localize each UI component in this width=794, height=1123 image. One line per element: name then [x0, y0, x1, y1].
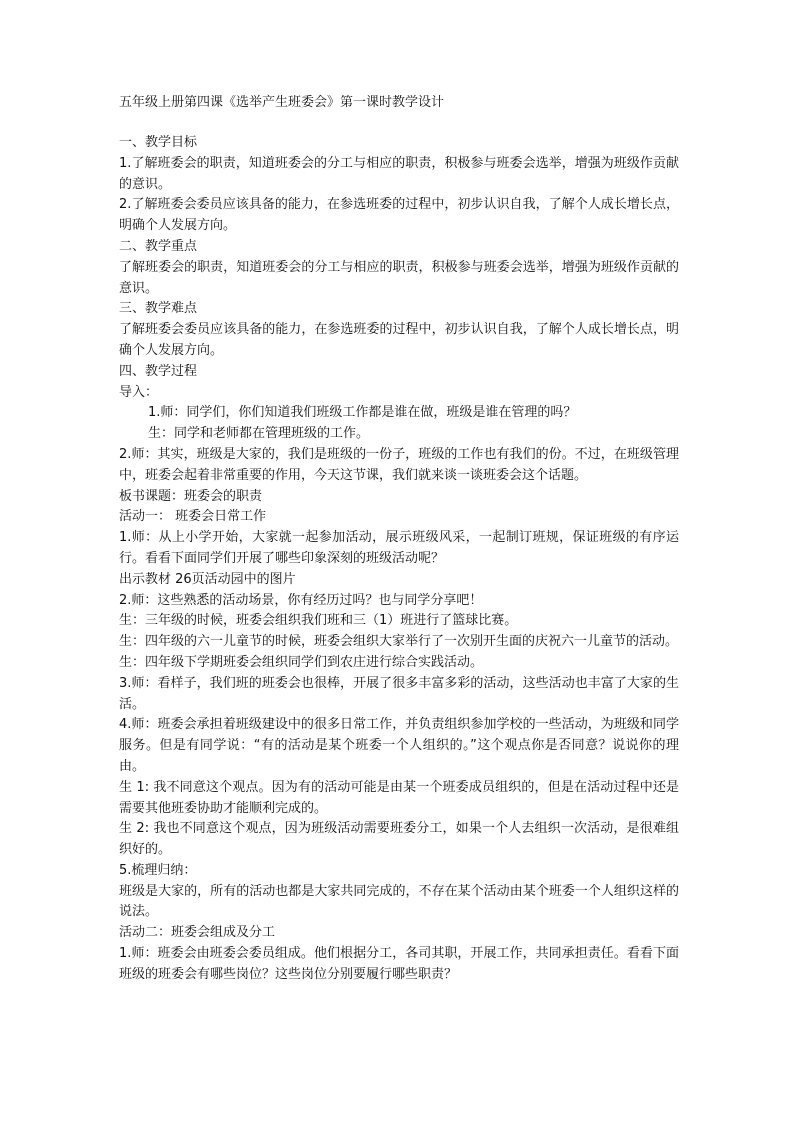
- activity-2-step-1: 1.师：班委会由班委会委员组成。他们根据分工，各司其职，开展工作，共同承担责任。看看下面班级的班委会有哪些岗位？这些岗位分别要履行哪些职责？: [119, 946, 679, 982]
- intro-teacher-2: 2.师：其实，班级是大家的，我们是班级的一份子，班级的工作也有我们的份。不过，在班级管理中，班委会起着非常重要的作用，今天这节课，我们就来谈一谈班委会这个话题。: [119, 446, 679, 483]
- student-2-opinion: 生 2: 我也不同意这个观点，因为班级活动需要班委分工，如果一个人去组织一次活动，是很难组织好的。: [119, 821, 679, 858]
- difficulties-text: 了解班委会委员应该具备的能力，在参选班委的过程中，初步认识自我，了解个人成长增长点，明确个人发展方向。: [119, 322, 679, 358]
- intro-label: 导入：: [119, 384, 159, 400]
- activity-1-heading: 活动一： 班委会日常工作: [119, 509, 267, 525]
- objective-1: 1.了解班委会的职责，知道班委会的分工与相应的职责，积极参与班委会选举，增强为班级作贡献的意识。: [119, 155, 679, 192]
- student-answer-1: 生：三年级的时候，班委会组织我们班和三（1）班进行了篮球比赛。: [119, 613, 518, 629]
- activity-1-step-3: 3.师：看样子，我们班的班委会也很棒，开展了很多丰富多彩的活动，这些活动也丰富了大家的生活。: [119, 675, 679, 712]
- student-answer-3: 生：四年级下学期班委会组织同学们到农庄进行综合实践活动。: [119, 654, 484, 670]
- activity-1-step-4: 4.师：班委会承担着班级建设中的很多日常工作，并负责组织参加学校的一些活动，为班级和同学服务。但是有同学说：“有的活动是某个班委一个人组织的。”这个观点你是否同意？说说你的理由。: [119, 717, 679, 774]
- section-heading-process: 四、教学过程: [119, 363, 198, 379]
- intro-teacher-question: 1.师：同学们，你们知道我们班级工作都是谁在做，班级是谁在管理的吗？: [148, 405, 577, 421]
- activity-1-show-textbook: 出示教材 26页活动园中的图片: [119, 571, 296, 587]
- key-points-text: 了解班委会的职责，知道班委会的分工与相应的职责，积极参与班委会选举，增强为班级作贡献的意识。: [119, 259, 679, 296]
- document-page: [119, 93, 679, 986]
- section-heading-difficulties: 三、教学难点: [119, 301, 198, 317]
- activity-1-step-1: 1.师：从上小学开始，大家就一起参加活动，展示班级风采，一起制订班规，保证班级的有序运行。看看下面同学们开展了哪些印象深刻的班级活动呢？: [119, 530, 679, 566]
- section-heading-key-points: 二、教学重点: [119, 238, 198, 254]
- document-title: 五年级上册第四课《选举产生班委会》第一课时教学设计: [119, 95, 445, 110]
- student-1-opinion: 生 1: 我不同意这个观点。因为有的活动可能是由某一个班委成员组织的，但是在活动过程中还是需要其他班委协助才能顺利完成的。: [119, 779, 679, 816]
- board-topic: 板书课题：班委会的职责: [119, 488, 263, 504]
- student-answer-2: 生：四年级的六一儿童节的时候，班委会组织大家举行了一次别开生面的庆祝六一儿童节的活动。: [119, 634, 679, 650]
- summary-text: 班级是大家的，所有的活动也都是大家共同完成的，不存在某个活动由某个班委一个人组织这样的说法。: [119, 883, 679, 920]
- objective-2: 2.了解班委会委员应该具备的能力，在参选班委的过程中，初步认识自我，了解个人成长增长点，明确个人发展方向。: [119, 197, 679, 234]
- summary-label: 5.梳理归纳：: [119, 862, 197, 878]
- section-heading-objectives: 一、教学目标: [119, 135, 198, 150]
- intro-student-answer: 生：同学和老师都在管理班级的工作。: [148, 426, 370, 442]
- activity-2-heading: 活动二：班委会组成及分工: [119, 925, 276, 941]
- activity-1-step-2: 2.师：这些熟悉的活动场景，你有经历过吗？也与同学分享吧！: [119, 592, 483, 608]
